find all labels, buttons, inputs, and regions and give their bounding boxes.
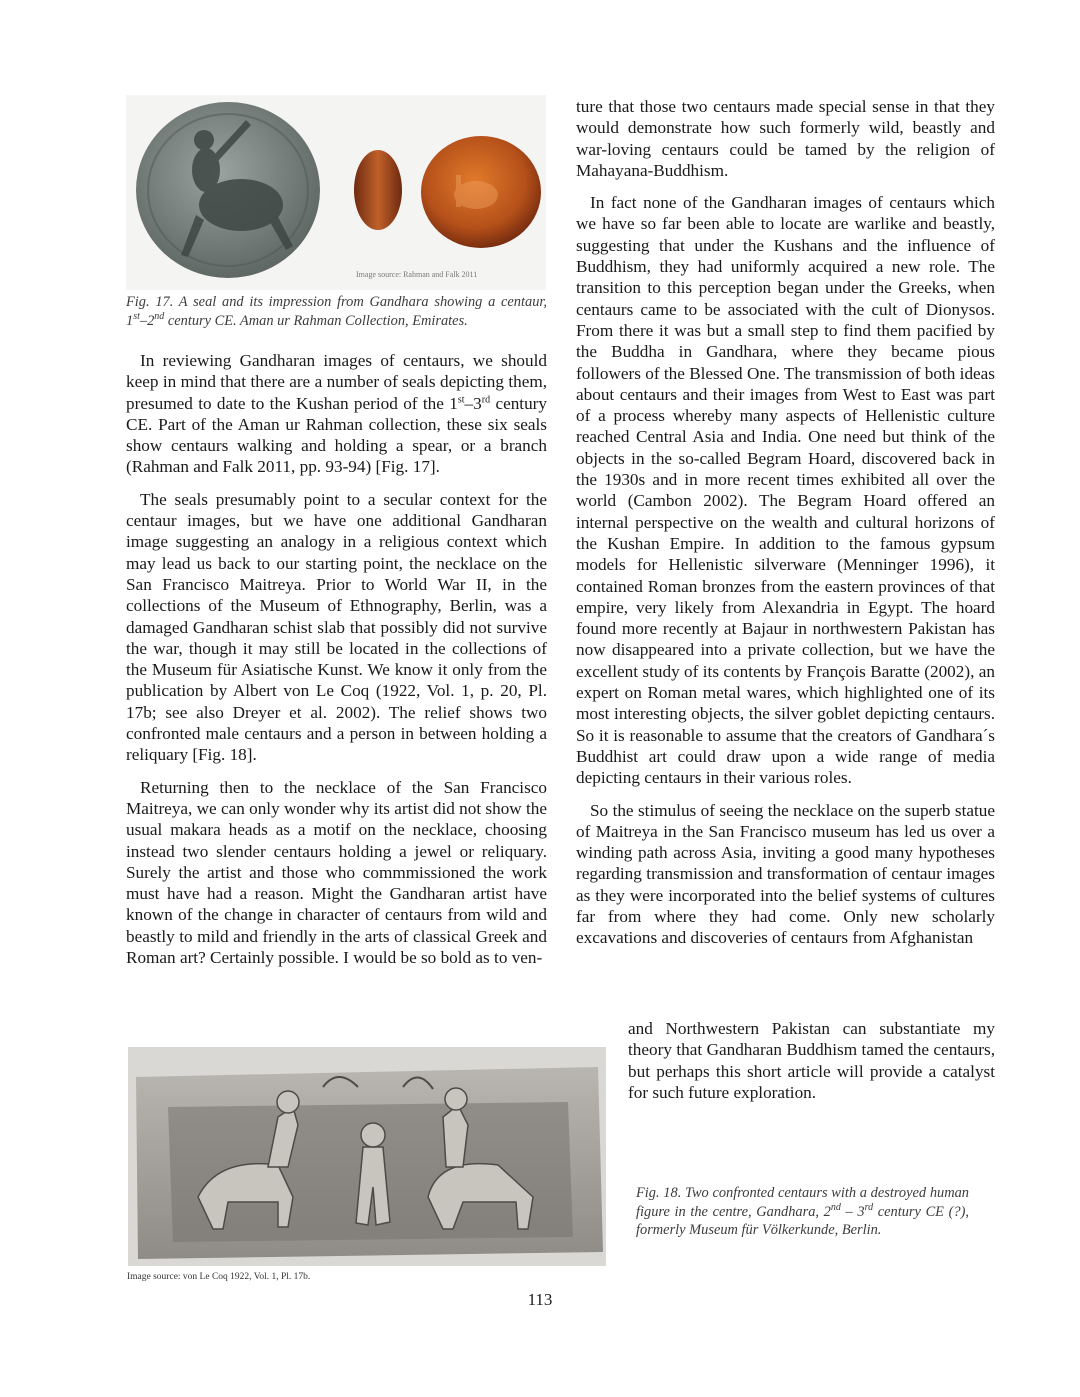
paragraph: The seals presumably point to a secular context for the centaur images, but we have one additional Gandharan image suggesting an analogy in a religious context which may lead us back to our starting point, the necklace on the San Francisco Maitreya. Prior to World War II, in the collections of the Museum of Ethnography, Berlin, was a damaged Gandharan schist slab that possibly did not survive the war, though it may still be located in the collections of the Museum für Asiatische Kunst. We know it only from the publication by Albert von Le Coq (1922, Vol. 1, p. 20, Pl. 17b; see also Dreyer et al. 2002). The relief shows two confronted male centaurs and a person in between holding a reliquary [Fig. 18]. bbox=[126, 489, 547, 765]
figure-17-caption: Fig. 17. A seal and its impression from Gandhara showing a centaur, 1st–2nd century CE. Aman ur Rahman Collection, Emirates. bbox=[126, 294, 547, 329]
paragraph: ture that those two centaurs made special sense in that they would demonstrate how such formerly wild, beastly and war-loving centaurs could be tamed by the religion of Mahayana-Buddhism. bbox=[576, 97, 995, 180]
page-number: 113 bbox=[527, 1290, 553, 1309]
paragraph: So the stimulus of seeing the necklace on the superb statue of Maitreya in the San Francisco museum has led us over a winding path across Asia, inviting a good many hypotheses regarding transmission and transformation of centaur images as they were incorporated into the belief systems of cultures far from where they had come. Only new scholarly excavations and discoveries of centaurs from Afghanistan bbox=[576, 800, 995, 948]
right-column bbox=[576, 96, 995, 949]
figure-18-source: Image source: von Le Coq 1922, Vol. 1, Pl. 17b. bbox=[127, 1272, 311, 1282]
figure-17-photo bbox=[126, 95, 546, 290]
figure-17-photo-credit: Image source: Rahman and Falk 2011 bbox=[356, 270, 478, 279]
figure-18-photo bbox=[128, 1047, 606, 1266]
left-column bbox=[126, 350, 547, 968]
right-column-continuation bbox=[628, 1018, 995, 1103]
paragraph: and Northwestern Pakistan can substantiate my theory that Gandharan Buddhism tamed the centaurs, but perhaps this short article will provide a catalyst for such future exploration. bbox=[628, 1019, 995, 1102]
paragraph: In reviewing Gandharan images of centaurs, we should keep in mind that there are a number of seals depicting them, presumed to date to the Kushan period of the 1st–3rd century CE. Part of the Aman ur Rahman collection, these six seals show centaurs walking and holding a spear, or a branch (Rahman and Falk 2011, pp. 93-94) [Fig. 17]. bbox=[126, 351, 547, 477]
paragraph: In fact none of the Gandharan images of centaurs which we have so far been able to locate are warlike and beastly, suggesting that under the Kushans and the influence of Buddhism, they had uniformly acquired a new role. The transition to this perception began under the Greeks, when centaurs came to be associated with the cult of Dionysos. From there it was but a small step to find them pacified by the Buddha in Gandhara, where they became pious followers of the Blessed One. The transmission of both ideas about centaurs and their images from West to East was part of a process whereby many aspects of Hellenistic culture reached Central Asia and India. One need but think of the objects in the so-called Begram Hoard, discovered back in the 1930s and in more recent times exhibited all over the world (Cambon 2002). The Begram Hoard offered an internal perspective on the wealth and cultural horizons of the Kushan Empire. In addition to the famous gypsum models for Hellenistic silverware (Menninger 1996), it contained Roman bronzes from the eastern provinces of that empire, very likely from Alexandria in Egypt. The hoard found more recently at Bajaur in northwestern Pakistan has now disappeared into a private collection, but we have the excellent study of its contents by François Baratte (2002), an expert on Roman metal wares, which highlighted one of its most interesting objects, the silver goblet depicting centaurs. So it is reasonable to assume that the creators of Gandhara´s Buddhist art could draw upon a wide range of media depicting centaurs in their various roles. bbox=[576, 193, 995, 788]
figure-18-caption: Fig. 18. Two confronted centaurs with a destroyed human figure in the centre, Gandhara, 2nd – 3rd century CE (?), formerly Museum für Völkerkunde, Berlin. bbox=[636, 1185, 969, 1238]
paragraph: Returning then to the necklace of the San Francisco Maitreya, we can only wonder why its artist did not show the usual makara heads as a motif on the necklace, choosing instead two slender centaurs holding a jewel or reliquary. Surely the artist and those who commmissioned the work must have had a reason. Might the Gandharan artist have known of the change in character of centaurs from wild and beastly to mild and friendly in the arts of classical Greek and Roman art? Certainly possible. I would be so bold as to ven- bbox=[126, 777, 548, 968]
